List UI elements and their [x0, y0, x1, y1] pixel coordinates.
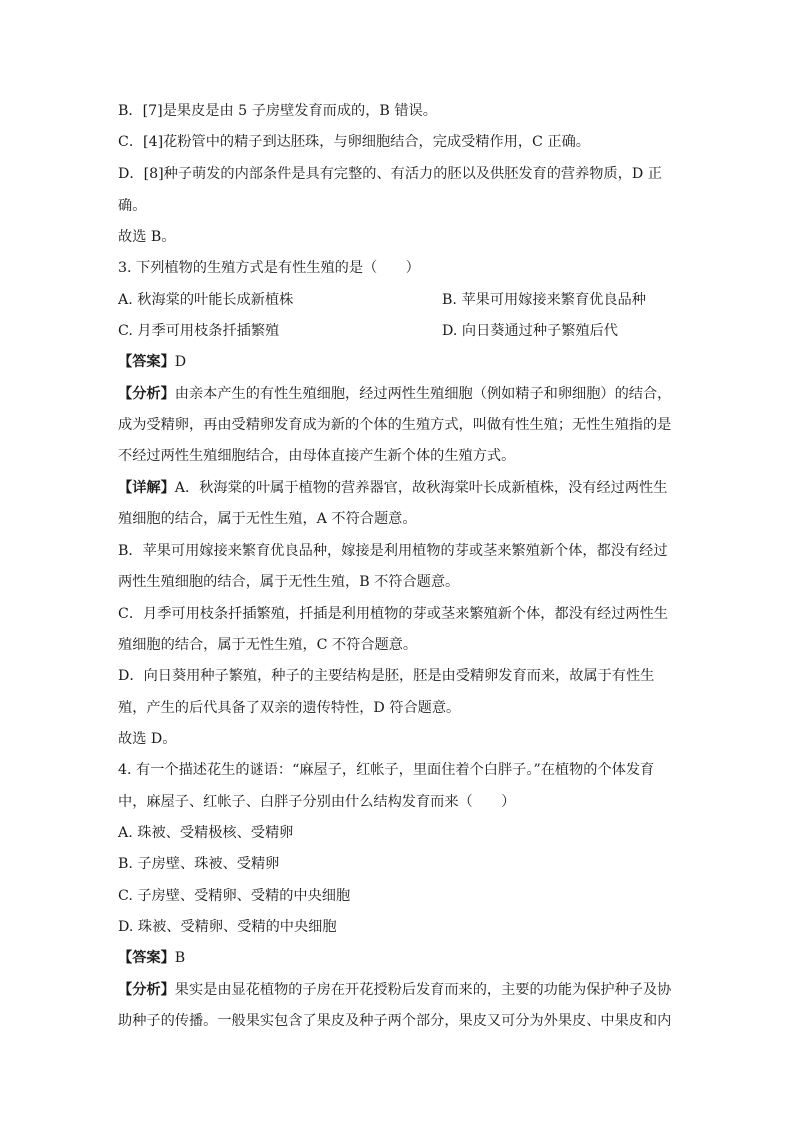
- text-line: B．[7]是果皮是由 5 子房壁发育而成的，B 错误。: [118, 103, 437, 119]
- q3-answer: [118, 352, 678, 372]
- question-4-stem: 中，麻屋子、红帐子、白胖子分别由什么结构发育而来（ ）: [118, 794, 516, 810]
- text-line: 故选 B。: [118, 229, 176, 245]
- q4-analysis-line: 助种子的传播。一般果实包含了果皮及种子两个部分，果皮又可分为外果皮、中果皮和内: [118, 1013, 672, 1029]
- analysis-tag: 【分析】: [118, 982, 175, 998]
- q4-option-c: C. 子房壁、受精卵、受精的中央细胞: [118, 888, 351, 904]
- text-line: C．[4]花粉管中的精子到达胚珠，与卵细胞结合，完成受精作用，C 正确。: [118, 134, 590, 150]
- detail-text: A．秋海棠的叶属于植物的营养器官，故秋海棠叶长成新植株，没有经过两性生: [174, 480, 668, 496]
- q3-option-a: A. 秋海棠的叶能长成新植株: [118, 292, 294, 308]
- q3-detail-line: 故选 D。: [118, 731, 177, 747]
- answer-value: D: [174, 354, 187, 370]
- q3-analysis-line: [118, 384, 678, 404]
- q3-detail-line: C．月季可用枝条扦插繁殖，扦插是利用植物的芽或茎来繁殖新个体，都没有经过两性生: [118, 606, 668, 622]
- analysis-text: 果实是由显花植物的子房在开花授粉后发育而来的，主要的功能为保护种子及协: [174, 982, 672, 998]
- question-3-stem: 3. 下列植物的生殖方式是有性生殖的是（ ）: [118, 260, 420, 276]
- q3-detail-line: [118, 478, 678, 498]
- q3-analysis-line: 不经过两性生殖细胞结合，由母体直接产生新个体的生殖方式。: [118, 448, 516, 464]
- q4-option-a: A. 珠被、受精极核、受精卵: [118, 825, 294, 841]
- question-4-stem: 4. 有一个描述花生的谜语：“麻屋子，红帐子，里面住着个白胖子。”在植物的个体发育: [118, 762, 655, 778]
- q4-option-b: B. 子房壁、珠被、受精卵: [118, 856, 280, 872]
- text-line: 确。: [118, 198, 147, 214]
- analysis-text: 由亲本产生的有性生殖细胞，经过两性生殖细胞（例如精子和卵细胞）的结合，: [174, 386, 672, 402]
- q3-detail-line: B．苹果可用嫁接来繁育优良品种，嫁接是利用植物的芽或茎来繁殖新个体，都没有经过: [118, 543, 668, 559]
- q3-detail-line: 两性生殖细胞的结合，属于无性生殖，B 不符合题意。: [118, 574, 460, 590]
- q3-detail-line: 殖细胞的结合，属于无性生殖，A 不符合题意。: [118, 511, 417, 527]
- answer-value: B: [174, 950, 186, 966]
- detail-tag: 【详解】: [118, 480, 175, 496]
- q3-detail-line: 殖细胞的结合，属于无性生殖，C 不符合题意。: [118, 637, 418, 653]
- q4-answer: [118, 948, 678, 968]
- q3-option-d: D. 向日葵通过种子繁殖后代: [442, 323, 618, 339]
- text-line: D．[8]种子萌发的内部条件是具有完整的、有活力的胚以及供胚发育的营养物质，D 正: [118, 166, 662, 182]
- q3-analysis-line: 成为受精卵，再由受精卵发育成为新的个体的生殖方式，叫做有性生殖；无性生殖指的是: [118, 417, 672, 433]
- q4-option-d: D. 珠被、受精卵、受精的中央细胞: [118, 919, 337, 935]
- q3-option-b: B. 苹果可用嫁接来繁育优良品种: [442, 292, 646, 308]
- q3-option-c: C. 月季可用枝条扦插繁殖: [118, 323, 280, 339]
- q3-detail-line: 殖，产生的后代具备了双亲的遗传特性，D 符合题意。: [118, 700, 461, 716]
- analysis-tag: 【分析】: [118, 386, 175, 402]
- answer-tag: 【答案】: [118, 354, 175, 370]
- answer-tag: 【答案】: [118, 950, 175, 966]
- q3-detail-line: D．向日葵用种子繁殖，种子的主要结构是胚，胚是由受精卵发育而来，故属于有性生: [118, 668, 655, 684]
- q4-analysis-line: [118, 980, 678, 1000]
